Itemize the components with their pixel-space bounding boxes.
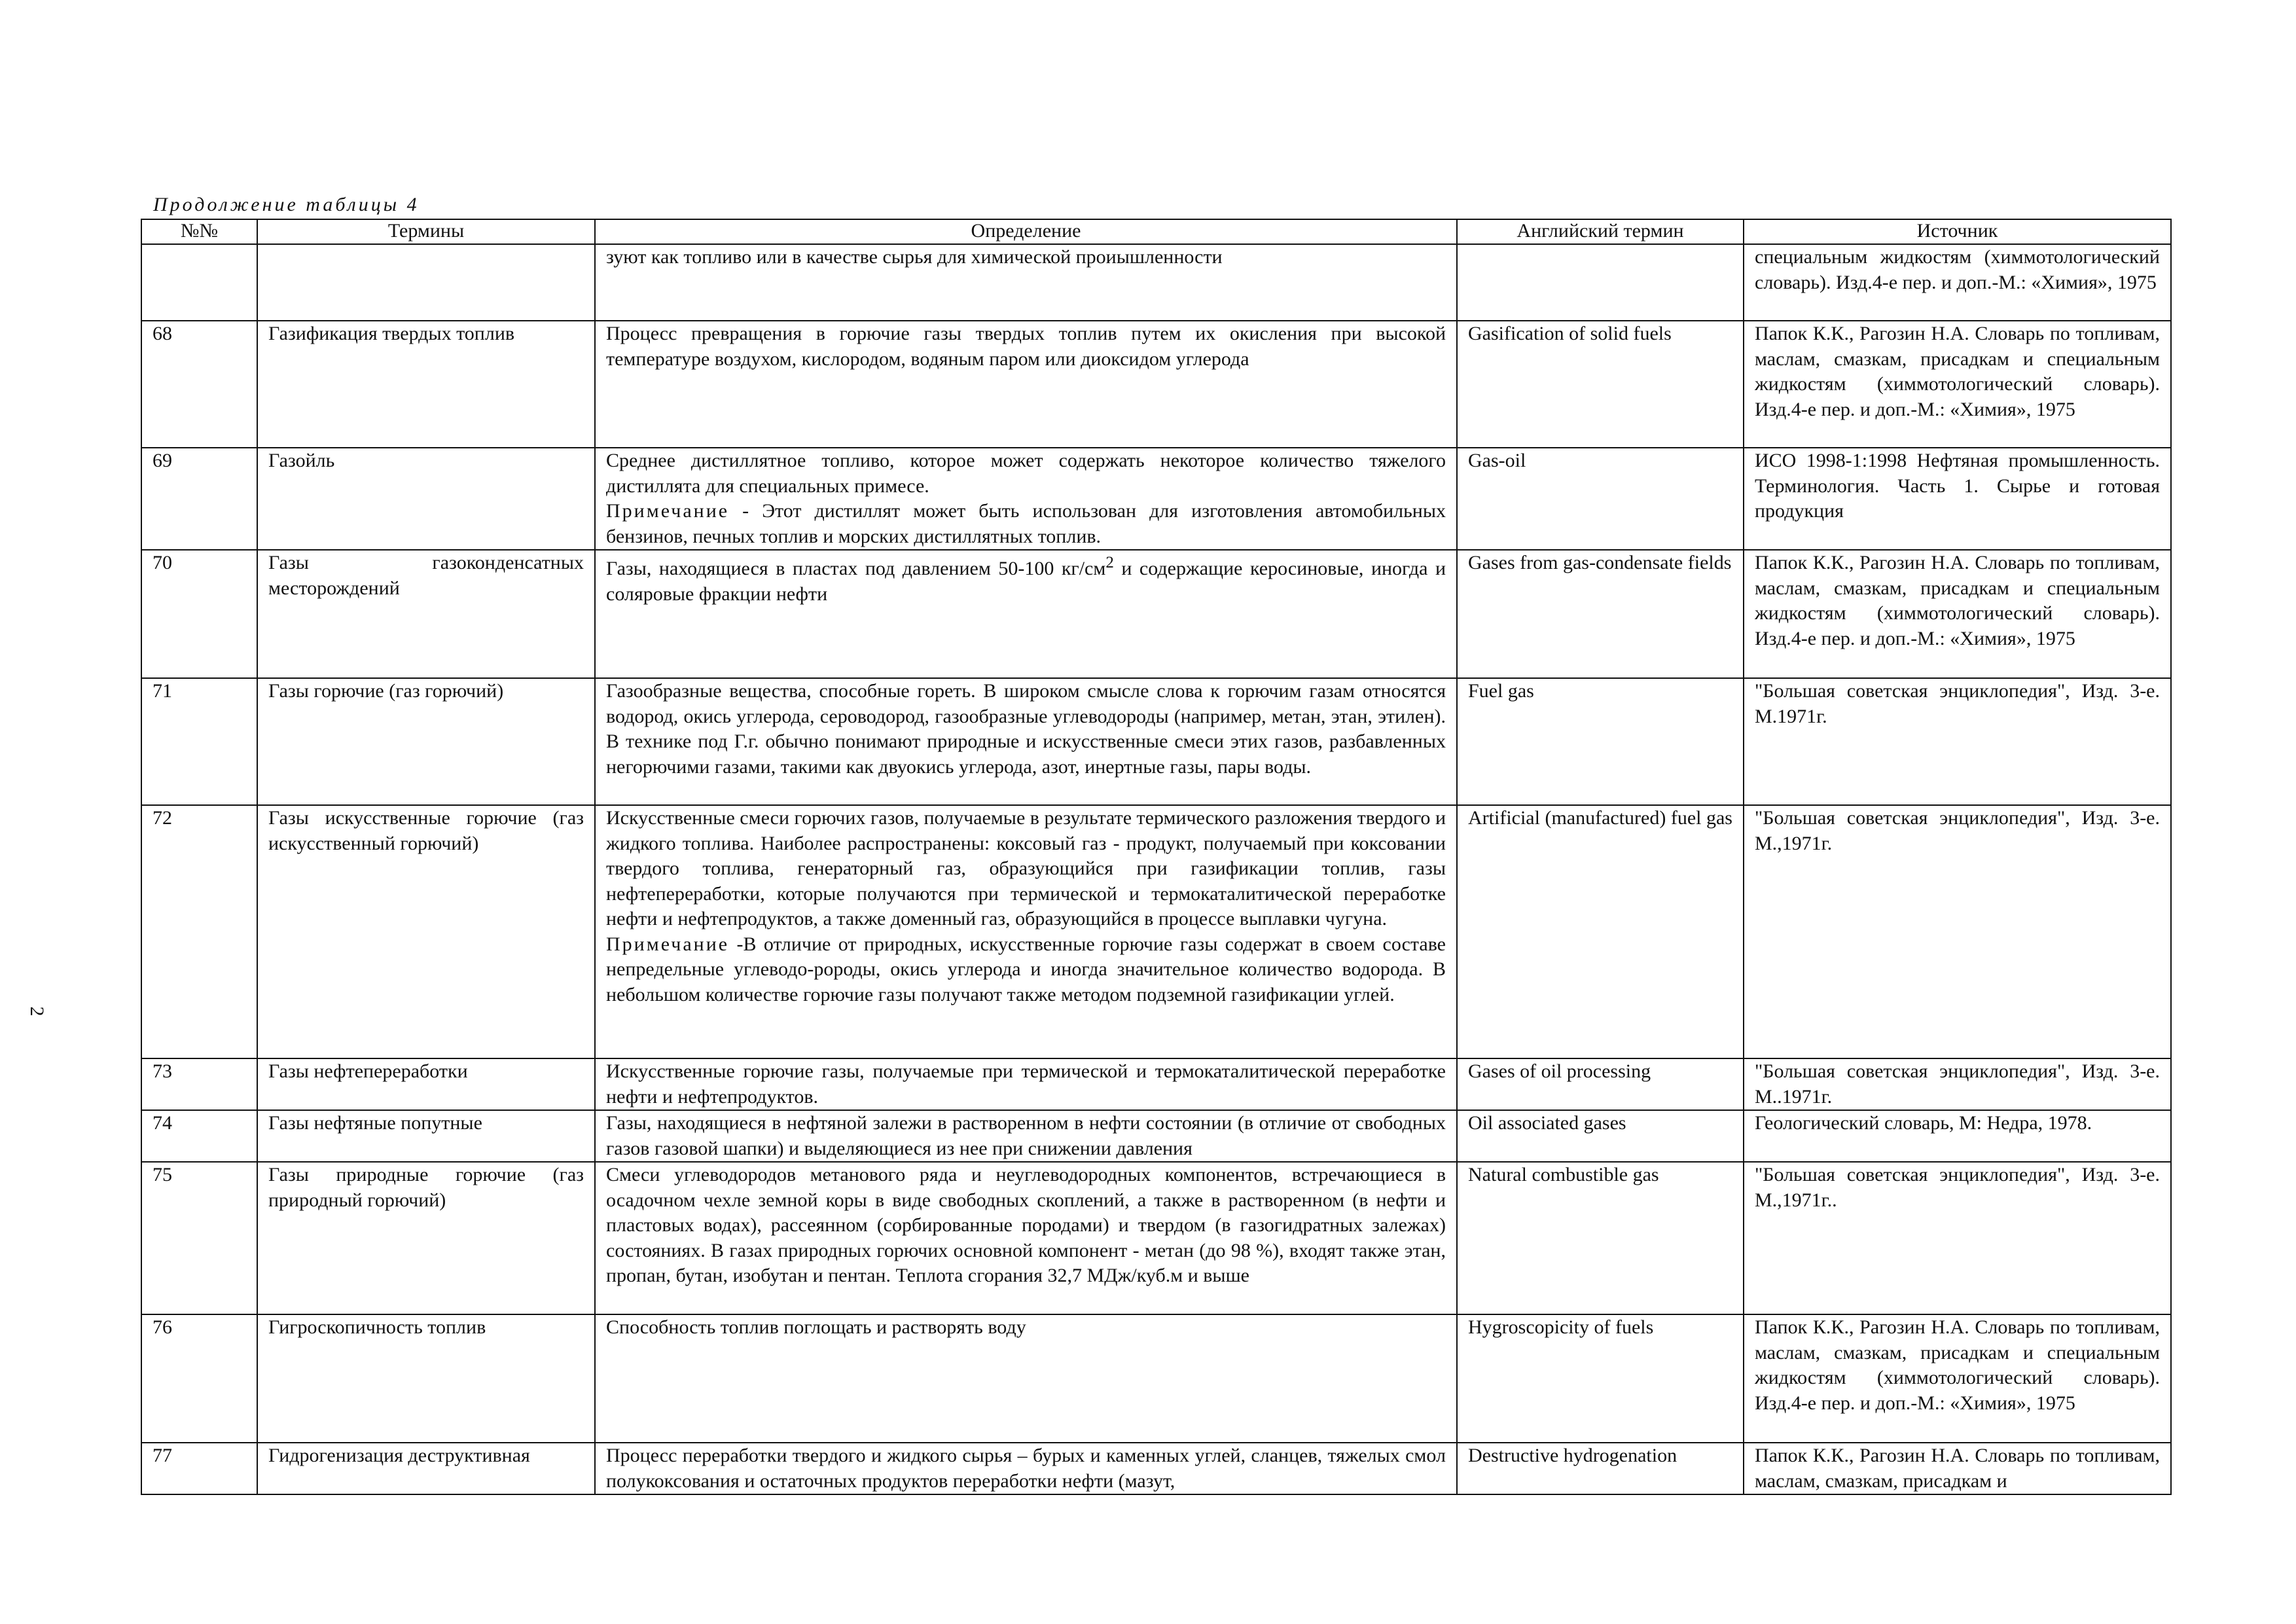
source-cell: "Большая советская энциклопедия", Изд. 3-е. М.,1971г.	[1744, 805, 2171, 1058]
row-number-cell: 76	[141, 1314, 257, 1443]
table-row-72	[141, 805, 2171, 1058]
source-cell: Папок К.К., Рагозин Н.А. Словарь по топливам, маслам, смазкам, присадкам и специальным жидкостям (химмотологический словарь). Изд.4-е пер. и доп.-М.: «Химия», 1975	[1744, 1314, 2171, 1443]
english-term-cell: Oil associated gases	[1457, 1110, 1744, 1162]
row-number-cell: 70	[141, 550, 257, 678]
english-term-cell: Natural combustible gas	[1457, 1162, 1744, 1314]
note-label: Примечание	[606, 933, 730, 955]
term-cell: Газификация твердых топлив	[257, 321, 595, 448]
table-row-continuation	[141, 244, 2171, 321]
table-row-77	[141, 1443, 2171, 1494]
table-row-68	[141, 321, 2171, 448]
source-cell: Папок К.К., Рагозин Н.А. Словарь по топливам, маслам, смазкам, присадкам и специальным жидкостям (химмотологический словарь). Изд.4-е пер. и доп.-М.: «Химия», 1975	[1744, 550, 2171, 678]
row-number-cell: 74	[141, 1110, 257, 1162]
row-number-cell: 77	[141, 1443, 257, 1494]
source-cell: Папок К.К., Рагозин Н.А. Словарь по топливам, маслам, смазкам, присадкам и специальным жидкостям (химмотологический словарь). Изд.4-е пер. и доп.-М.: «Химия», 1975	[1744, 321, 2171, 448]
row-number-cell: 73	[141, 1058, 257, 1110]
note-label: Примечание	[606, 500, 730, 522]
source-cell: "Большая советская энциклопедия", Изд. 3-е. М.,1971г..	[1744, 1162, 2171, 1314]
table-row-73	[141, 1058, 2171, 1110]
term-cell: Гигроскопичность топлив	[257, 1314, 595, 1443]
definition-note	[606, 499, 1446, 549]
definition-cell	[595, 805, 1457, 1058]
definition-text: Искусственные смеси горючих газов, получаемые в результате термического разложения твердого и жидкого топлива. Наиболее распространены: коксовый газ - продукт, получаемый при коксовании твердого топлива, генераторный газ, образующийся при газификации топлив, газы нефтепереработки, которые получаются при термической и термокаталитической переработке нефти и нефтепродуктов, а также доменный газ, образующийся в процессе выплавки чугуна.	[606, 807, 1446, 929]
definition-cell: Способность топлив поглощать и растворять воду	[595, 1314, 1457, 1443]
term-cell: Газойль	[257, 448, 595, 550]
definition-note	[606, 932, 1446, 1008]
table-row-76	[141, 1314, 2171, 1443]
table-row-70	[141, 550, 2171, 678]
column-header-english-term: Английский термин	[1457, 219, 1744, 244]
source-cell: "Большая советская энциклопедия", Изд. 3-е. М..1971г.	[1744, 1058, 2171, 1110]
source-cell: Геологический словарь, М: Недра, 1978.	[1744, 1110, 2171, 1162]
table-row-75	[141, 1162, 2171, 1314]
row-number-cell: 71	[141, 678, 257, 805]
note-text: -В отличие от природных, искусственные горючие газы содержат в своем составе непредельные углеводо-ророды, окись углерода и иногда значительное количество водорода. В небольшом количестве горючие газы получают также методом подземной газификации углей.	[606, 933, 1446, 1005]
definition-text: Газы, находящиеся в пластах под давлением 50-100 кг/см	[606, 558, 1106, 579]
superscript: 2	[1105, 554, 1114, 571]
term-cell: Газы нефтепереработки	[257, 1058, 595, 1110]
definition-cell: Смеси углеводородов метанового ряда и неуглеводородных компонентов, встречающиеся в осадочном чехле земной коры в виде свободных скоплений, а также в растворенном (в нефти и пластовых водах), рассеянном (сорбированные породами) и твердом (в газогидратных залежах) состояниях. В газах природных горючих основной компонент - метан (до 98 %), входят также этан, пропан, бутан, изобутан и пентан. Теплота сгорания 32,7 МДж/куб.м и выше	[595, 1162, 1457, 1314]
english-term-cell: Gasification of solid fuels	[1457, 321, 1744, 448]
column-header-source: Источник	[1744, 219, 2171, 244]
page-number: 2	[26, 1006, 48, 1017]
definition-text: Среднее дистиллятное топливо, которое может содержать некоторое количество тяжелого дистиллята для специальных примесе.	[606, 450, 1446, 497]
table-row-74	[141, 1110, 2171, 1162]
english-term-cell: Gases from gas-condensate fields	[1457, 550, 1744, 678]
table-row-69	[141, 448, 2171, 550]
term-cell: Гидрогенизация деструктивная	[257, 1443, 595, 1494]
term-cell: Газы искусственные горючие (газ искусственный горючий)	[257, 805, 595, 1058]
definition-cell	[595, 448, 1457, 550]
term-cell: Газы газоконденсатных месторождений	[257, 550, 595, 678]
term-cell: Газы горючие (газ горючий)	[257, 678, 595, 805]
definition-cell: Газы, находящиеся в нефтяной залежи в растворенном в нефти состоянии (в отличие от свободных газов газовой шапки) и выделяющиеся из нее при снижении давления	[595, 1110, 1457, 1162]
terms-table	[141, 219, 2172, 1495]
english-term-cell	[1457, 244, 1744, 321]
row-number-cell: 68	[141, 321, 257, 448]
english-term-cell: Gases of oil processing	[1457, 1058, 1744, 1110]
source-cell: специальным жидкостям (химмотологический словарь). Изд.4-е пер. и доп.-М.: «Химия», 1975	[1744, 244, 2171, 321]
term-cell: Газы природные горючие (газ природный горючий)	[257, 1162, 595, 1314]
table-row-71	[141, 678, 2171, 805]
row-number-cell: 75	[141, 1162, 257, 1314]
english-term-cell: Artificial (manufactured) fuel gas	[1457, 805, 1744, 1058]
table-caption: Продолжение таблицы 4	[153, 194, 420, 215]
definition-cell: Процесс переработки твердого и жидкого сырья – бурых и каменных углей, сланцев, тяжелых смол полукоксования и остаточных продуктов переработки нефти (мазут,	[595, 1443, 1457, 1494]
definition-cell	[595, 550, 1457, 678]
source-cell: ИСО 1998-1:1998 Нефтяная промышленность. Терминология. Часть 1. Сырье и готовая продукция	[1744, 448, 2171, 550]
definition-cell: Искусственные горючие газы, получаемые при термической и термокаталитической переработке нефти и нефтепродуктов.	[595, 1058, 1457, 1110]
english-term-cell: Gas-oil	[1457, 448, 1744, 550]
column-header-number: №№	[141, 219, 257, 244]
note-text: - Этот дистиллят может быть использован для изготовления автомобильных бензинов, печных топлив и морских дистиллятных топлив.	[606, 500, 1446, 547]
term-cell: Газы нефтяные попутные	[257, 1110, 595, 1162]
row-number-cell: 69	[141, 448, 257, 550]
definition-cell: зуют как топливо или в качестве сырья для химической проиышленности	[595, 244, 1457, 321]
definition-cell: Газообразные вещества, способные гореть. В широком смысле слова к горючим газам относятся водород, окись углерода, сероводород, газообразные углеводороды (например, метан, этан, этилен). В технике под Г.г. обычно понимают природные и искусственные смеси этих газов, разбавленных негорючими газами, такими как двуокись углерода, азот, инертные газы, пары воды.	[595, 678, 1457, 805]
row-number-cell	[141, 244, 257, 321]
source-cell: Папок К.К., Рагозин Н.А. Словарь по топливам, маслам, смазкам, присадкам и	[1744, 1443, 2171, 1494]
row-number-cell: 72	[141, 805, 257, 1058]
english-term-cell: Fuel gas	[1457, 678, 1744, 805]
source-cell: "Большая советская энциклопедия", Изд. 3-е. М.1971г.	[1744, 678, 2171, 805]
column-header-definition: Определение	[595, 219, 1457, 244]
definition-text: и содержащие керосиновые, иногда и соляровые фракции нефти	[606, 558, 1446, 605]
definition-cell: Процесс превращения в горючие газы твердых топлив путем их окисления при высокой температуре воздухом, кислородом, водяным паром или диоксидом углерода	[595, 321, 1457, 448]
english-term-cell: Destructive hydrogenation	[1457, 1443, 1744, 1494]
column-header-term: Термины	[257, 219, 595, 244]
english-term-cell: Hygroscopicity of fuels	[1457, 1314, 1744, 1443]
table-header-row	[141, 219, 2171, 244]
term-cell	[257, 244, 595, 321]
